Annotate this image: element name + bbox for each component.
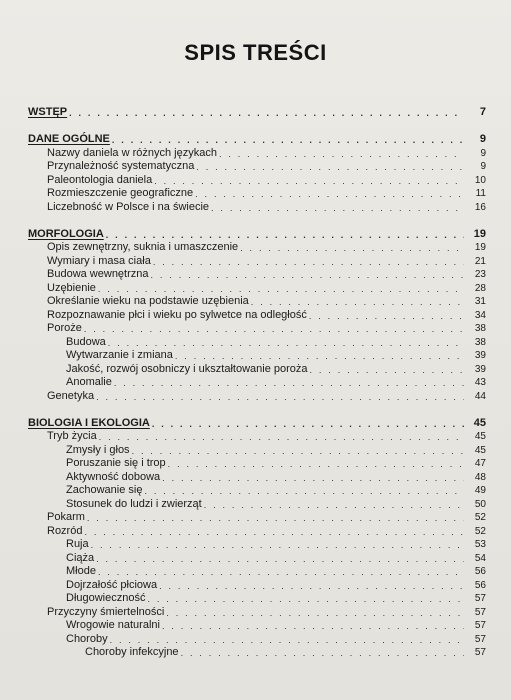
toc-entry-row: [28, 538, 486, 552]
toc-page-number: 47: [474, 458, 486, 469]
toc-page-number: 39: [474, 350, 486, 361]
toc-page-number: 45: [474, 444, 486, 456]
toc-entry-title: Aktywność dobowa: [66, 470, 161, 483]
toc-entry-row: [28, 362, 486, 376]
toc-page-number: 57: [474, 633, 486, 645]
toc-page-number: 9: [480, 147, 486, 159]
toc-entry-row: [28, 470, 486, 484]
toc-entry-row: [28, 308, 486, 322]
toc-entry-row: [28, 389, 486, 403]
toc-section-title: DANE OGÓLNE: [28, 133, 110, 145]
toc-entry-row: [28, 565, 486, 579]
toc-entry-title: Liczebność w Polsce i na świecie: [47, 200, 210, 213]
dot-leader: [91, 540, 464, 551]
toc-entry-row: [28, 551, 486, 565]
toc-section-row: [28, 412, 486, 430]
toc-entry-title: Tryb życia: [47, 430, 97, 442]
toc-entry-title: Paleontologia daniela: [47, 173, 153, 186]
dot-leader: [240, 243, 464, 254]
dot-leader: [144, 486, 464, 497]
page-title: SPIS TREŚCI: [184, 40, 327, 65]
toc-entry-title: Uzębienie: [47, 281, 96, 294]
toc-entry-title: Przynależność systematyczna: [47, 160, 195, 172]
toc-page-number: 10: [474, 174, 486, 186]
section-gap: [28, 119, 486, 125]
toc-entry-row: [28, 511, 486, 525]
toc-entry-row: [28, 268, 486, 282]
dot-leader: [204, 500, 464, 511]
toc-page-number: 56: [474, 579, 486, 591]
dot-leader: [99, 432, 464, 443]
toc-page-number: 48: [474, 471, 486, 483]
toc-entry-row: [28, 146, 486, 160]
section-gap: [28, 403, 486, 409]
toc-page-number: 11: [475, 188, 486, 199]
toc-entry-title: Pokarm: [47, 511, 85, 523]
dot-leader: [162, 621, 464, 632]
toc-entry-row: [28, 281, 486, 295]
toc-page-number: 50: [474, 498, 486, 510]
toc-section-row: [28, 128, 486, 146]
toc-page-number: 52: [474, 512, 486, 523]
toc-section-title: WSTĘP: [28, 106, 68, 118]
toc-page-number: 16: [474, 201, 486, 213]
toc-page-number: 39: [474, 363, 486, 375]
toc-entry-title: Budowa wewnętrzna: [47, 268, 149, 280]
dot-leader: [196, 162, 464, 173]
toc-page-number: 54: [474, 552, 486, 564]
toc-page-number: 57: [474, 593, 486, 604]
toc-page-number: 45: [474, 431, 486, 442]
toc-entry-title: Ciąża: [66, 551, 95, 564]
toc-entry-row: [28, 376, 486, 390]
toc-page-number: 45: [473, 416, 486, 429]
toc-page-number: 21: [474, 255, 486, 267]
toc-entry-row: [28, 200, 486, 214]
dot-leader: [154, 176, 464, 187]
toc-entry-title: Wytwarzanie i zmiana: [66, 349, 173, 361]
toc-entry-title: Wrogowie naturalni: [66, 619, 160, 631]
dot-leader: [153, 257, 464, 268]
dot-leader: [114, 378, 464, 389]
dot-leader: [175, 351, 464, 362]
toc-page-number: 49: [474, 485, 486, 496]
toc-entry-row: [28, 484, 486, 498]
dot-leader: [151, 270, 464, 281]
toc-page-number: 9: [480, 161, 486, 172]
toc-page-number: 57: [474, 647, 486, 658]
dot-leader: [159, 581, 464, 592]
toc-entry-row: [28, 241, 486, 255]
dot-leader: [251, 297, 464, 308]
toc-page-number: 19: [474, 242, 486, 253]
toc-section-title: BIOLOGIA I EKOLOGIA: [28, 416, 150, 429]
toc-entry-title: Młode: [66, 565, 96, 577]
toc-page-number: 43: [474, 377, 486, 388]
dot-leader: [106, 230, 464, 241]
toc-entry-title: Genetyka: [47, 389, 95, 402]
dot-leader: [162, 473, 464, 484]
toc-entry-title: Przyczyny śmiertelności: [47, 605, 165, 618]
toc-entry-row: [28, 524, 486, 538]
toc-entry-row: [28, 592, 486, 606]
toc-entry-row: [28, 497, 486, 511]
toc-entry-row: [28, 173, 486, 187]
toc-entry-title: Stosunek do ludzi i zwierząt: [66, 497, 202, 510]
toc-page-number: 57: [474, 620, 486, 631]
toc-entry-title: Jakość, rozwój osobniczy i ukształtowanie poroża: [66, 362, 308, 375]
toc-entry-title: Długowieczność: [66, 592, 146, 604]
toc-entry-title: Nazwy daniela w różnych językach: [47, 146, 217, 159]
dot-leader: [147, 594, 464, 605]
dot-leader: [98, 284, 464, 295]
toc-page-number: 52: [474, 525, 486, 537]
dot-leader: [84, 527, 464, 538]
toc-entry-row: [28, 619, 486, 633]
dot-leader: [108, 338, 464, 349]
toc-entry-row: [28, 578, 486, 592]
toc-entry-row: [28, 160, 486, 174]
dot-leader: [87, 513, 464, 524]
toc-entry-row: [28, 605, 486, 619]
dot-leader: [309, 311, 464, 322]
toc-page-number: 38: [474, 323, 486, 334]
dot-leader: [152, 419, 464, 430]
section-gap: [28, 214, 486, 220]
table-of-contents: [28, 98, 486, 659]
toc-page-number: 56: [474, 566, 486, 577]
toc-section-title: MORFOLOGIA: [28, 227, 104, 240]
toc-entry-row: [28, 295, 486, 309]
toc-entry-title: Rozpoznawanie płci i wieku po sylwetce na odległość: [47, 308, 307, 321]
toc-entry-row: [28, 349, 486, 363]
toc-entry-row: [28, 443, 486, 457]
dot-leader: [211, 203, 464, 214]
toc-page-number: 53: [474, 539, 486, 550]
dot-leader: [181, 648, 464, 659]
toc-entry-row: [28, 430, 486, 444]
toc-entry-row: [28, 322, 486, 336]
toc-entry-title: Rozmieszczenie geograficzne: [47, 187, 194, 199]
toc-page-number: 34: [474, 309, 486, 321]
dot-leader: [168, 459, 464, 470]
dot-leader: [69, 108, 464, 119]
dot-leader: [310, 365, 464, 376]
toc-entry-title: Zachowanie się: [66, 484, 143, 496]
toc-entry-title: Dojrzałość płciowa: [66, 578, 158, 591]
toc-entry-row: [28, 632, 486, 646]
toc-entry-title: Choroby infekcyjne: [85, 646, 179, 658]
dot-leader: [110, 635, 464, 646]
toc-entry-title: Poroże: [47, 322, 82, 334]
dot-leader: [166, 608, 464, 619]
toc-entry-title: Rozród: [47, 524, 83, 537]
dot-leader: [96, 392, 464, 403]
toc-entry-title: Choroby: [66, 632, 108, 645]
toc-page-number: 7: [479, 106, 486, 118]
toc-page-number: 9: [479, 133, 486, 145]
toc-page-number: 57: [474, 606, 486, 618]
toc-section-row: [28, 101, 486, 119]
toc-entry-title: Zmysły i głos: [66, 443, 130, 456]
toc-entry-row: [28, 254, 486, 268]
dot-leader: [112, 135, 464, 146]
toc-entry-title: Określanie wieku na podstawie uzębienia: [47, 295, 249, 307]
toc-entry-row: [28, 335, 486, 349]
dot-leader: [195, 189, 464, 200]
toc-entry-row: [28, 646, 486, 660]
toc-page-number: 23: [474, 269, 486, 280]
dot-leader: [96, 554, 464, 565]
toc-entry-title: Ruja: [66, 538, 89, 550]
toc-page-number: 44: [474, 390, 486, 402]
toc-entry-title: Wymiary i masa ciała: [47, 254, 151, 267]
toc-section-row: [28, 223, 486, 241]
toc-page-number: 38: [474, 336, 486, 348]
toc-entry-row: [28, 457, 486, 471]
dot-leader: [132, 446, 464, 457]
toc-entry-title: Budowa: [66, 335, 106, 348]
dot-leader: [84, 324, 464, 335]
toc-entry-row: [28, 187, 486, 201]
dot-leader: [98, 567, 464, 578]
toc-page-number: 19: [473, 227, 486, 240]
toc-page-number: 31: [474, 296, 486, 307]
toc-entry-title: Poruszanie się i trop: [66, 457, 166, 469]
toc-page-number: 28: [474, 282, 486, 294]
toc-entry-title: Anomalie: [66, 376, 112, 388]
dot-leader: [219, 149, 464, 160]
toc-entry-title: Opis zewnętrzny, suknia i umaszczenie: [47, 241, 239, 253]
